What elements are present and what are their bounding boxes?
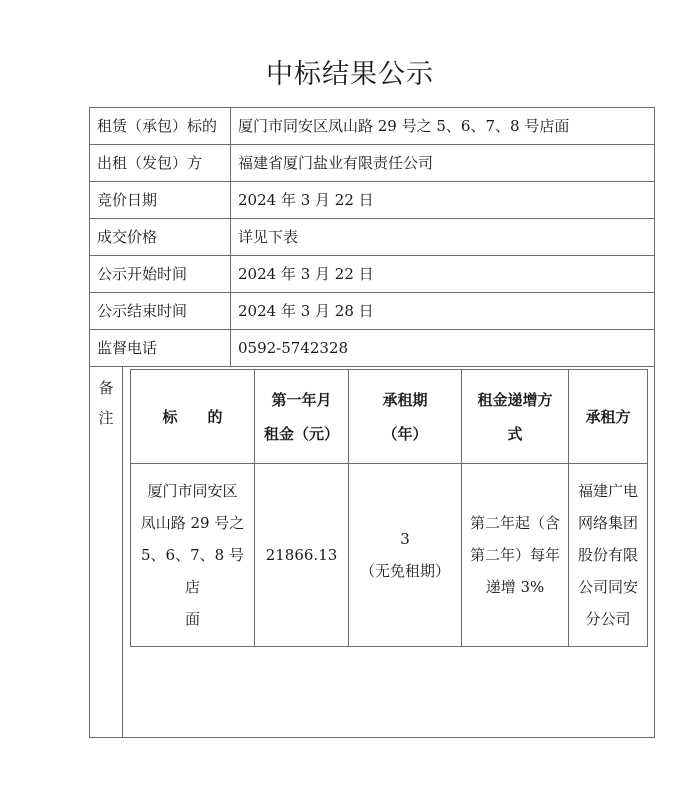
header-term: 承租期 （年） bbox=[349, 370, 462, 464]
header-tenant: 承租方 bbox=[569, 370, 647, 464]
row-value: 福建省厦门盐业有限责任公司 bbox=[238, 154, 434, 172]
result-table bbox=[89, 107, 655, 738]
row-subject bbox=[90, 108, 654, 145]
row-value: 0592-5742328 bbox=[238, 339, 349, 357]
row-publicity-start bbox=[90, 256, 654, 293]
cell-subject: 厦门市同安区 凤山路 29 号之 5、6、7、8 号店 面 bbox=[131, 464, 255, 646]
header-subject: 标 的 bbox=[131, 370, 255, 464]
cell-term: 3 （无免租期） bbox=[349, 464, 462, 646]
row-bid-date bbox=[90, 182, 654, 219]
row-value: 2024 年 3 月 28 日 bbox=[238, 302, 374, 320]
row-label: 出租（发包）方 bbox=[90, 145, 231, 181]
row-value: 2024 年 3 月 22 日 bbox=[238, 265, 374, 283]
price-detail-table bbox=[130, 369, 648, 647]
row-deal-price bbox=[90, 219, 654, 256]
row-value: 详见下表 bbox=[238, 228, 299, 246]
cell-tenant: 福建广电 网络集团 股份有限 公司同安 分公司 bbox=[577, 482, 638, 628]
row-label: 租赁（承包）标的 bbox=[90, 108, 231, 144]
row-label: 竞价日期 bbox=[90, 182, 231, 218]
cell-monthly-rent: 21866.13 bbox=[255, 464, 349, 646]
row-label: 监督电话 bbox=[90, 330, 231, 366]
header-increase: 租金递增方 式 bbox=[462, 370, 569, 464]
row-publicity-end bbox=[90, 293, 654, 330]
row-label: 公示开始时间 bbox=[90, 256, 231, 292]
page-title: 中标结果公示 bbox=[266, 59, 434, 90]
row-label: 公示结束时间 bbox=[90, 293, 231, 329]
row-label: 成交价格 bbox=[90, 219, 231, 255]
cell-increase: 第二年起（含 第二年）每年 递增 3% bbox=[462, 464, 569, 646]
row-value: 厦门市同安区凤山路 29 号之 5、6、7、8 号店面 bbox=[238, 117, 570, 135]
row-value: 2024 年 3 月 22 日 bbox=[238, 191, 374, 209]
remark-label: 备 注 bbox=[90, 367, 123, 737]
row-hotline bbox=[90, 330, 654, 367]
header-monthly-rent: 第一年月 租金（元） bbox=[255, 370, 349, 464]
row-lessor bbox=[90, 145, 654, 182]
